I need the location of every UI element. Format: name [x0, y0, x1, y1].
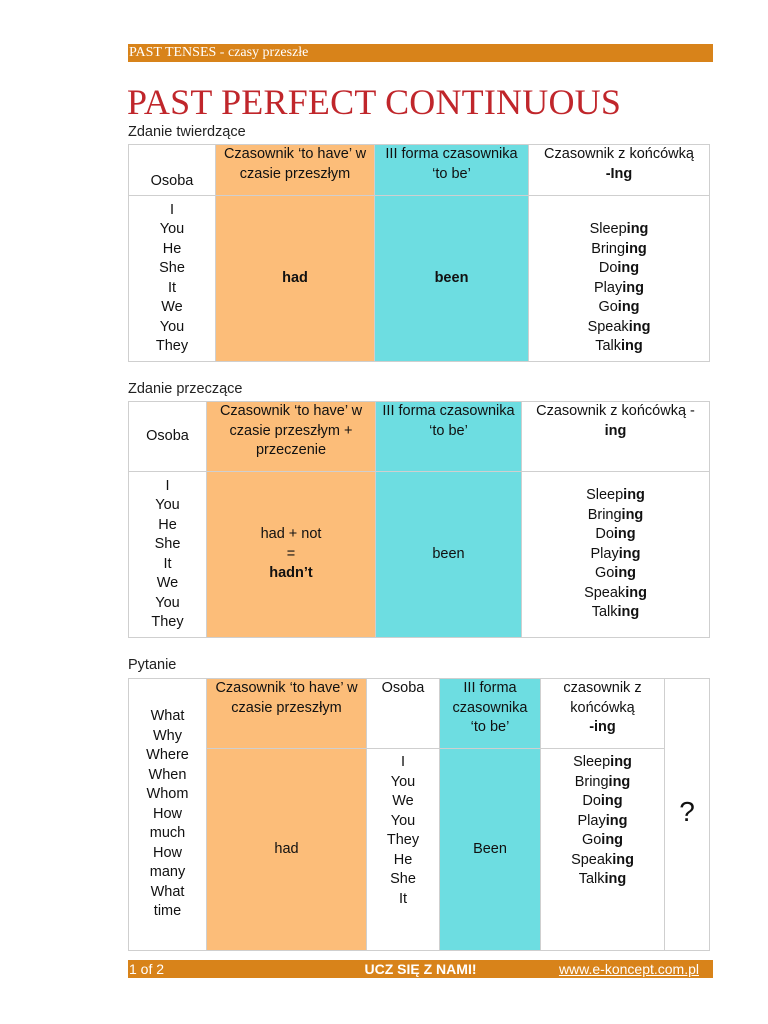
table-row [129, 196, 710, 362]
verb: Going [594, 565, 637, 582]
header-bar [128, 44, 713, 62]
person: They [155, 338, 189, 354]
persons-cell [367, 749, 440, 951]
verb: Going [581, 832, 624, 848]
verb: Playing [577, 812, 628, 829]
verb: Sleeping [586, 487, 645, 504]
person: They [151, 614, 184, 630]
footer-bar [128, 960, 713, 978]
question-mark: ? [679, 795, 695, 827]
person: I [400, 754, 406, 770]
verb: Bringing [574, 773, 631, 790]
wh-word: much [149, 825, 186, 842]
header-cell-be: III forma czasownika ‘to be’ [375, 145, 529, 196]
person: He [393, 851, 413, 868]
table-row [129, 472, 710, 638]
be-verb: been [434, 269, 469, 286]
verb: Playing [594, 279, 644, 296]
header-ing-text: Czasownik z końcówką [544, 146, 694, 162]
person: We [156, 575, 179, 591]
header-cell-person: Osoba [129, 145, 216, 196]
persons-cell [129, 196, 216, 362]
section-label-question: Pytanie [128, 657, 177, 673]
page-title: PAST PERFECT CONTINUOUS [127, 82, 622, 122]
person: It [398, 890, 408, 907]
section-label-affirmative: Zdanie twierdzące [128, 124, 246, 140]
verb: Bringing [591, 240, 647, 257]
wh-word: many [149, 864, 186, 881]
page-number: 1 of 2 [129, 961, 165, 977]
aux-cell [216, 196, 375, 362]
verb: Talking [578, 871, 627, 887]
person: It [163, 555, 172, 572]
person: You [390, 812, 416, 829]
verb: Doing [582, 793, 623, 809]
aux-cell [207, 472, 376, 638]
footer-link[interactable]: www.e-koncept.com.pl [558, 961, 699, 977]
person: She [390, 871, 416, 887]
question-mark-cell [665, 679, 710, 951]
header-cell-ing [529, 145, 710, 196]
aux-cell: had [207, 749, 367, 951]
table-row [129, 749, 710, 951]
person: You [159, 318, 185, 335]
table-header-row [129, 679, 710, 749]
affirmative-table [128, 144, 710, 362]
verbs-cell [541, 749, 665, 951]
person: You [155, 594, 180, 611]
wh-word: Whom [146, 786, 189, 803]
person: He [158, 516, 177, 533]
header-cell-person: Osoba [129, 402, 207, 472]
header-ing-suffix: -ing [589, 719, 616, 735]
wh-word: How [152, 844, 182, 861]
verb: Playing [590, 545, 641, 562]
wh-word: time [153, 903, 182, 920]
wh-word: When [148, 766, 187, 783]
verb: Bringing [587, 506, 644, 523]
table-header-row [129, 145, 710, 196]
header-ing-suffix: -Ing [605, 165, 633, 182]
aux-contraction: hadn’t [269, 565, 313, 582]
wh-word: Where [146, 747, 189, 764]
verbs-cell [529, 196, 710, 362]
person: You [155, 497, 180, 513]
person: You [390, 773, 416, 790]
be-cell [375, 196, 529, 362]
header-ing-suffix: ing [604, 422, 627, 439]
header-bar-text: PAST TENSES - czasy przeszłe [129, 45, 309, 60]
be-cell: Been [440, 749, 541, 951]
person: We [392, 793, 414, 809]
verb: Sleeping [589, 221, 649, 238]
header-cell-have: Czasownik ‘to have’ w czasie przeszłym [216, 145, 375, 196]
person: She [159, 260, 185, 276]
persons-cell [129, 472, 207, 638]
verb: Speaking [584, 584, 647, 601]
header-cell-have: Czasownik ‘to have’ w czasie przeszłym + przeczenie [207, 402, 376, 472]
verb: Doing [595, 526, 636, 543]
wh-word: How [152, 805, 182, 822]
verb: Speaking [571, 851, 634, 868]
header-cell-person: Osoba [367, 679, 440, 749]
header-cell-have: Czasownik ‘to have’ w czasie przeszłym [207, 679, 367, 749]
verb: Talking [591, 604, 640, 621]
be-cell: been [376, 472, 522, 638]
header-cell-be: III forma czasownika ‘to be’ [376, 402, 522, 472]
question-table [128, 678, 710, 951]
person: You [159, 221, 185, 237]
verb: Doing [598, 260, 640, 277]
wh-word: What [150, 883, 185, 900]
header-cell-ing [522, 402, 710, 472]
verb: Going [598, 299, 640, 316]
header-ing-text: Czasownik z końcówką - [536, 403, 695, 419]
verb: Speaking [587, 318, 651, 335]
header-cell-ing [541, 679, 665, 749]
header-ing-text: czasownik z końcówką [563, 680, 642, 716]
negative-table [128, 401, 710, 638]
verbs-cell [522, 472, 710, 638]
equals-sign: = [286, 545, 296, 562]
verb: Talking [595, 338, 643, 355]
person: He [162, 240, 182, 257]
person: It [167, 279, 177, 296]
verb: Sleeping [573, 754, 632, 770]
person: I [169, 201, 175, 218]
header-cell-be: III forma czasownika ‘to be’ [440, 679, 541, 749]
aux-negation: had + not [260, 526, 322, 543]
table-header-row [129, 402, 710, 472]
wh-word: Why [153, 727, 182, 744]
wh-words-cell [129, 679, 207, 951]
person: We [161, 299, 183, 315]
section-label-negative: Zdanie przeczące [128, 381, 243, 397]
aux-verb: had [282, 269, 308, 286]
person: I [165, 477, 170, 494]
person: She [154, 536, 181, 552]
wh-word: What [150, 708, 185, 725]
footer-slogan: UCZ SIĘ Z NAMI! [364, 961, 477, 977]
person: They [386, 832, 420, 848]
